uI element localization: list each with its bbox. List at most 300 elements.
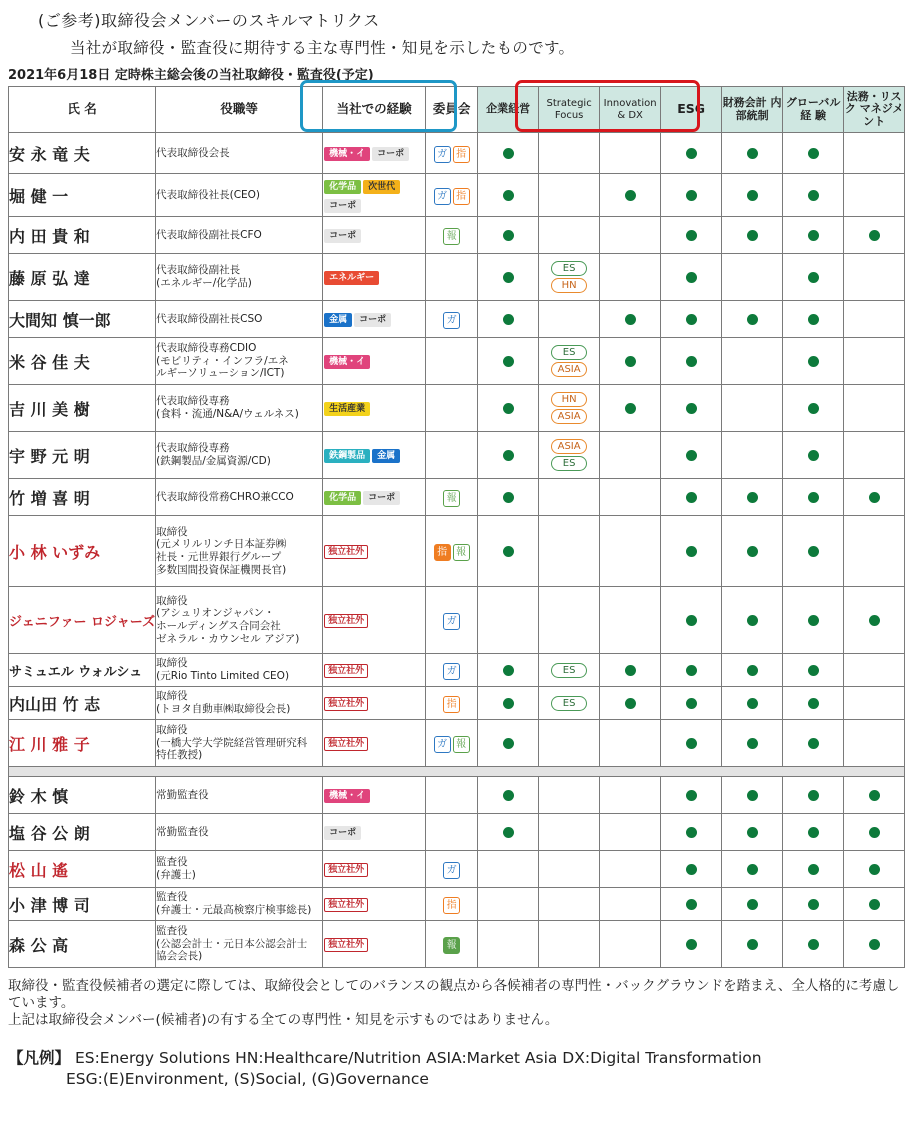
skill-cell [539, 301, 600, 338]
col-skill-header: ESG [661, 87, 722, 133]
committee-cell [426, 654, 478, 687]
committee-badge: ガ [434, 188, 451, 205]
committee-badge: 指 [443, 696, 460, 713]
skill-cell [539, 814, 600, 851]
col-committee-header: 委員会 [426, 87, 478, 133]
skill-dot [686, 356, 697, 367]
skill-cell [661, 254, 722, 301]
skill-cell [661, 587, 722, 654]
skill-cell [478, 777, 539, 814]
skill-dot [503, 546, 514, 557]
table-row [9, 301, 905, 338]
skill-matrix-table [8, 86, 905, 968]
skill-cell [722, 851, 783, 888]
page-title: (ご参考)取締役会メンバーのスキルマトリクス [38, 11, 380, 30]
experience-tag: 次世代 [363, 180, 400, 194]
skill-cell [783, 777, 844, 814]
skill-cell [600, 921, 661, 968]
skill-cell [844, 254, 905, 301]
experience-cell [323, 516, 426, 587]
member-name: 鈴 木 慎 [9, 777, 156, 814]
skill-dot [808, 665, 819, 676]
skill-cell [539, 174, 600, 217]
skill-cell [661, 687, 722, 720]
skill-cell [783, 479, 844, 516]
skill-dot [686, 272, 697, 283]
member-name: 内 田 貴 和 [9, 217, 156, 254]
experience-cell [323, 777, 426, 814]
table-row [9, 921, 905, 968]
member-role [156, 587, 323, 654]
committee-cell [426, 687, 478, 720]
committee-badge: ガ [443, 663, 460, 680]
member-role [156, 338, 323, 385]
skill-cell [539, 720, 600, 767]
skill-cell [600, 254, 661, 301]
committee-cell [426, 921, 478, 968]
skill-dot [686, 899, 697, 910]
legend [8, 1048, 762, 1090]
skill-cell [661, 654, 722, 687]
skill-cell [478, 888, 539, 921]
skill-dot [869, 939, 880, 950]
skill-cell [844, 888, 905, 921]
committee-cell [426, 338, 478, 385]
member-role [156, 921, 323, 968]
skill-cell [478, 587, 539, 654]
skill-dot [686, 864, 697, 875]
committee-cell [426, 720, 478, 767]
skill-cell [478, 217, 539, 254]
skill-cell [539, 888, 600, 921]
table-row [9, 338, 905, 385]
strategic-focus-pill: ES [551, 663, 587, 678]
skill-cell [783, 921, 844, 968]
table-row [9, 720, 905, 767]
skill-dot [869, 492, 880, 503]
skill-cell [722, 301, 783, 338]
skill-cell [539, 133, 600, 174]
role-line: 代表取締役副社長CSO [156, 312, 263, 325]
skill-cell [783, 174, 844, 217]
member-role [156, 133, 323, 174]
skill-cell [478, 133, 539, 174]
committee-cell [426, 777, 478, 814]
role-line: (トヨタ自動車㈱取締役会長) [156, 703, 291, 715]
col-skill-header: 企業経営 [478, 87, 539, 133]
skill-dot [808, 939, 819, 950]
skill-cell [722, 587, 783, 654]
skill-dot [808, 546, 819, 557]
skill-cell [539, 687, 600, 720]
role-line: ルギーソリューション/ICT) [156, 367, 285, 380]
committee-badge: 指 [453, 146, 470, 163]
skill-cell [539, 479, 600, 516]
skill-cell [722, 254, 783, 301]
skill-dot [686, 492, 697, 503]
member-name: 吉 川 美 樹 [9, 385, 156, 432]
skill-dot [747, 546, 758, 557]
experience-tag: 独立社外 [324, 664, 368, 678]
skill-cell [661, 479, 722, 516]
skill-cell [844, 814, 905, 851]
role-line: 代表取締役専務CDIO [156, 342, 257, 355]
skill-dot [625, 356, 636, 367]
role-line: 監査役 [156, 856, 188, 869]
member-role [156, 301, 323, 338]
skill-cell [478, 516, 539, 587]
experience-tag: コーポ [324, 826, 361, 840]
experience-tag: 金属 [372, 449, 400, 463]
skill-cell [600, 888, 661, 921]
skill-cell [661, 133, 722, 174]
member-role [156, 516, 323, 587]
committee-cell [426, 254, 478, 301]
skill-cell [722, 385, 783, 432]
skill-cell [661, 174, 722, 217]
experience-tag: 化学品 [324, 180, 361, 194]
skill-cell [478, 338, 539, 385]
skill-cell [783, 587, 844, 654]
role-line: 代表取締役常務CHRO兼CCO [156, 490, 294, 503]
skill-cell [600, 217, 661, 254]
skill-dot [625, 314, 636, 325]
table-row [9, 587, 905, 654]
skill-cell [539, 385, 600, 432]
skill-dot [869, 230, 880, 241]
member-role [156, 777, 323, 814]
skill-cell [722, 720, 783, 767]
role-line: (鉄鋼製品/金属資源/CD) [156, 455, 271, 467]
skill-dot [503, 790, 514, 801]
experience-tag: コーポ [363, 491, 400, 505]
role-line: 代表取締役専務 [156, 442, 230, 455]
skill-dot [747, 148, 758, 159]
skill-dot [686, 314, 697, 325]
role-line: (元メリルリンチ日本証券㈱ [156, 538, 287, 551]
skill-cell [722, 921, 783, 968]
experience-cell [323, 432, 426, 479]
experience-tag: 金属 [324, 313, 352, 327]
col-skill-header: Strategic Focus [539, 87, 600, 133]
skill-cell [844, 654, 905, 687]
skill-dot [686, 698, 697, 709]
experience-cell [323, 254, 426, 301]
skill-cell [844, 720, 905, 767]
skill-cell [783, 217, 844, 254]
highlight-box-blue [300, 80, 457, 132]
skill-cell [844, 432, 905, 479]
skill-dot [808, 492, 819, 503]
skill-dot [686, 546, 697, 557]
skill-cell [844, 516, 905, 587]
experience-tag: 機械・イ [324, 789, 370, 803]
table-row [9, 777, 905, 814]
skill-cell [600, 687, 661, 720]
skill-cell [478, 720, 539, 767]
experience-tag: 独立社外 [324, 737, 368, 751]
skill-cell [844, 479, 905, 516]
role-line: ゼネラル・カウンセル アジア) [156, 632, 300, 645]
skill-cell [783, 720, 844, 767]
member-name: 江 川 雅 子 [9, 720, 156, 767]
skill-dot [747, 790, 758, 801]
committee-badge: 指 [443, 897, 460, 914]
skill-dot [747, 314, 758, 325]
skill-cell [539, 777, 600, 814]
highlight-box-red [515, 80, 700, 132]
role-line: (エネルギー/化学品) [156, 277, 252, 289]
role-line: 代表取締役会長 [156, 146, 230, 159]
committee-cell [426, 432, 478, 479]
skill-cell [722, 888, 783, 921]
experience-cell [323, 720, 426, 767]
col-experience-header: 当社での経験 [323, 87, 426, 133]
col-skill-header: グローバル 経 験 [783, 87, 844, 133]
experience-cell [323, 654, 426, 687]
member-role [156, 814, 323, 851]
skill-cell [783, 301, 844, 338]
skill-cell [844, 217, 905, 254]
skill-dot [625, 403, 636, 414]
page-subtitle: 当社が取締役・監査役に期待する主な専門性・知見を示したものです。 [70, 39, 575, 57]
skill-dot [503, 665, 514, 676]
member-name: 内山田 竹 志 [9, 687, 156, 720]
committee-badge: 指 [434, 544, 451, 561]
role-line: 取締役 [156, 594, 188, 607]
role-line: (公認会計士・元日本公認会計士 [156, 937, 308, 950]
skill-cell [722, 174, 783, 217]
member-name: 大間知 慎一郎 [9, 301, 156, 338]
skill-dot [625, 698, 636, 709]
member-role [156, 654, 323, 687]
skill-cell [600, 851, 661, 888]
skill-dot [503, 190, 514, 201]
committee-badge: ガ [443, 862, 460, 879]
skill-cell [478, 814, 539, 851]
strategic-focus-pill: ES [551, 261, 587, 276]
skill-cell [783, 338, 844, 385]
member-name: 森 公 高 [9, 921, 156, 968]
member-name: 米 谷 佳 夫 [9, 338, 156, 385]
skill-cell [783, 385, 844, 432]
role-line: 社長・元世界銀行グループ [156, 551, 282, 563]
committee-badge: 報 [453, 544, 470, 561]
skill-cell [600, 479, 661, 516]
skill-cell [478, 687, 539, 720]
role-line: 監査役 [156, 891, 188, 904]
skill-cell [600, 432, 661, 479]
skill-cell [722, 814, 783, 851]
skill-cell [783, 254, 844, 301]
member-name: 小 津 博 司 [9, 888, 156, 921]
skill-cell [661, 385, 722, 432]
skill-cell [539, 851, 600, 888]
skill-cell [844, 133, 905, 174]
skill-cell [478, 654, 539, 687]
role-line: 取締役 [156, 724, 188, 737]
skill-dot [747, 738, 758, 749]
skill-cell [661, 814, 722, 851]
skill-dot [808, 864, 819, 875]
skill-cell [722, 338, 783, 385]
skill-dot [747, 615, 758, 626]
skill-dot [869, 790, 880, 801]
skill-cell [844, 301, 905, 338]
experience-cell [323, 479, 426, 516]
skill-cell [661, 301, 722, 338]
skill-dot [686, 615, 697, 626]
skill-dot [808, 738, 819, 749]
table-row [9, 687, 905, 720]
member-role [156, 254, 323, 301]
skill-cell [478, 385, 539, 432]
skill-dot [503, 698, 514, 709]
committee-cell [426, 217, 478, 254]
skill-cell [478, 851, 539, 888]
member-name: サミュエル ウォルシュ [9, 654, 156, 687]
skill-cell [600, 516, 661, 587]
skill-cell [539, 217, 600, 254]
role-line: (弁護士・元最高検察庁検事総長) [156, 904, 312, 916]
committee-cell [426, 301, 478, 338]
skill-dot [686, 403, 697, 414]
committee-badge: ガ [434, 146, 451, 163]
committee-badge: 報 [443, 228, 460, 245]
skill-cell [478, 479, 539, 516]
skill-cell [722, 687, 783, 720]
committee-cell [426, 587, 478, 654]
member-role [156, 687, 323, 720]
skill-dot [808, 272, 819, 283]
legend-label: 【凡例】 [8, 1049, 71, 1067]
section-separator [9, 767, 905, 777]
skill-cell [661, 851, 722, 888]
table-row [9, 254, 905, 301]
committee-cell [426, 516, 478, 587]
table-row [9, 851, 905, 888]
experience-cell [323, 217, 426, 254]
skill-cell [478, 174, 539, 217]
skill-cell [783, 851, 844, 888]
skill-cell [600, 174, 661, 217]
separator-cell [9, 767, 905, 777]
member-role [156, 888, 323, 921]
strategic-focus-pill: HN [551, 278, 587, 293]
member-name: 松 山 遙 [9, 851, 156, 888]
strategic-focus-pill: ASIA [551, 362, 587, 377]
experience-cell [323, 814, 426, 851]
experience-tag: 独立社外 [324, 863, 368, 877]
role-line: (アシュリオンジャパン・ [156, 607, 275, 620]
skill-cell [661, 921, 722, 968]
role-line: 取締役 [156, 657, 188, 670]
strategic-focus-pill: ASIA [551, 409, 587, 424]
table-row [9, 888, 905, 921]
committee-cell [426, 133, 478, 174]
experience-tag: 独立社外 [324, 697, 368, 711]
skill-dot [747, 190, 758, 201]
role-line: 代表取締役副社長CFO [156, 228, 262, 241]
skill-cell [722, 479, 783, 516]
experience-cell [323, 851, 426, 888]
experience-tag: 機械・イ [324, 355, 370, 369]
role-line: ホールディングス合同会社 [156, 620, 281, 632]
skill-cell [539, 254, 600, 301]
experience-tag: コーポ [354, 313, 391, 327]
strategic-focus-pill: HN [551, 392, 587, 407]
skill-dot [686, 230, 697, 241]
skill-cell [600, 338, 661, 385]
skill-cell [661, 338, 722, 385]
role-line: (元Rio Tinto Limited CEO) [156, 670, 290, 682]
experience-cell [323, 174, 426, 217]
col-name-header: 氏 名 [9, 87, 156, 133]
skill-cell [661, 720, 722, 767]
skill-dot [808, 450, 819, 461]
skill-dot [747, 698, 758, 709]
skill-cell [844, 385, 905, 432]
skill-dot [503, 230, 514, 241]
skill-cell [478, 432, 539, 479]
experience-cell [323, 921, 426, 968]
committee-badge: 報 [443, 490, 460, 507]
table-row [9, 133, 905, 174]
skill-dot [747, 665, 758, 676]
strategic-focus-pill: ES [551, 696, 587, 711]
skill-cell [722, 432, 783, 479]
skill-dot [808, 899, 819, 910]
member-role [156, 479, 323, 516]
experience-tag: 独立社外 [324, 545, 368, 559]
committee-badge: ガ [443, 312, 460, 329]
member-name: 竹 増 喜 明 [9, 479, 156, 516]
committee-badge: 報 [443, 937, 460, 954]
experience-tag: コーポ [324, 229, 361, 243]
skill-dot [808, 190, 819, 201]
role-line: (弁護士) [156, 869, 196, 881]
skill-cell [600, 385, 661, 432]
table-row [9, 479, 905, 516]
skill-cell [844, 587, 905, 654]
member-name: 塩 谷 公 朗 [9, 814, 156, 851]
skill-dot [686, 190, 697, 201]
skill-dot [503, 272, 514, 283]
skill-cell [783, 516, 844, 587]
member-name: 堀 健 一 [9, 174, 156, 217]
skill-dot [686, 939, 697, 950]
skill-dot [869, 864, 880, 875]
skill-cell [661, 217, 722, 254]
skill-dot [503, 450, 514, 461]
member-role [156, 720, 323, 767]
skill-cell [722, 217, 783, 254]
skill-cell [844, 338, 905, 385]
table-row [9, 385, 905, 432]
skill-cell [661, 516, 722, 587]
committee-cell [426, 851, 478, 888]
skill-cell [844, 777, 905, 814]
date-line: 2021年6月18日 定時株主総会後の当社取締役・監査役(予定) [8, 68, 374, 83]
skill-cell [539, 516, 600, 587]
skill-dot [869, 615, 880, 626]
experience-tag: 化学品 [324, 491, 361, 505]
member-name: ジェニファー ロジャーズ [9, 587, 156, 654]
committee-cell [426, 385, 478, 432]
skill-dot [625, 190, 636, 201]
table-row [9, 174, 905, 217]
skill-cell [722, 133, 783, 174]
